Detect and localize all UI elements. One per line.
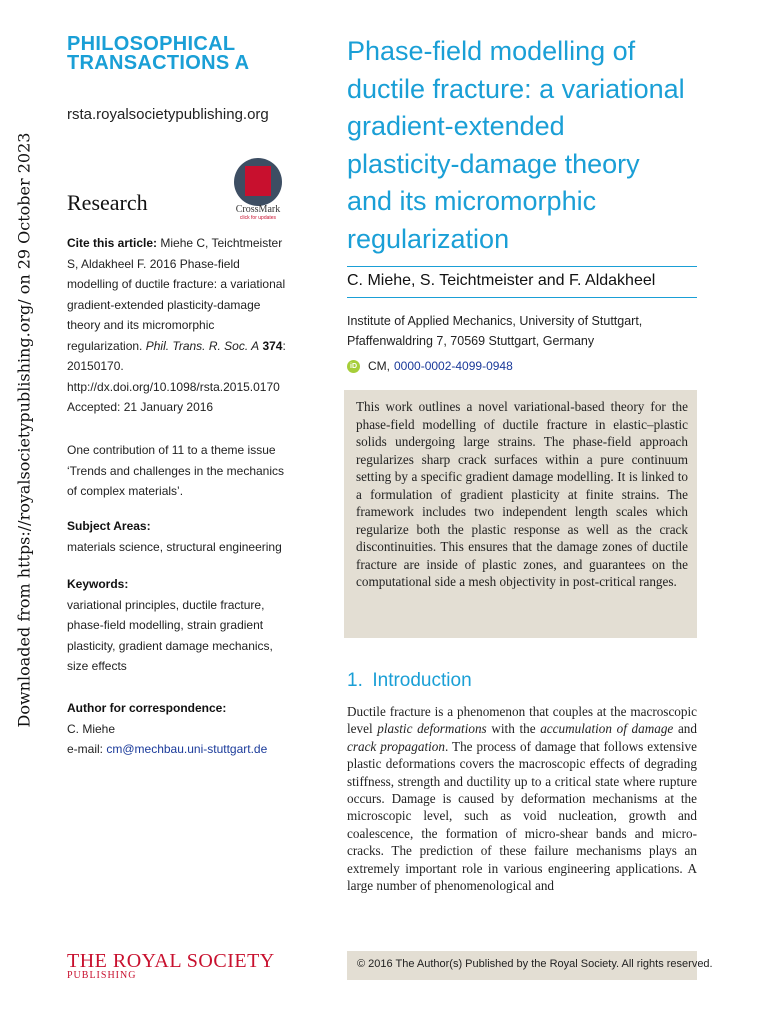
section-heading: 1. Introduction bbox=[347, 670, 472, 691]
subject-text: materials science, structural engineering bbox=[67, 539, 282, 554]
intro-emphasis: plastic deformations bbox=[377, 721, 487, 737]
journal-line2: TRANSACTIONS A bbox=[67, 52, 250, 74]
publisher-line2: PUBLISHING bbox=[67, 970, 137, 981]
intro-paragraph bbox=[347, 703, 697, 894]
title-line: and its micromorphic bbox=[347, 186, 597, 216]
affiliation-line1: Institute of Applied Mechanics, University of Stuttgart, bbox=[347, 314, 643, 328]
abstract-box bbox=[344, 390, 697, 638]
divider bbox=[347, 266, 697, 267]
download-note: Downloaded from https://royalsocietypublishing.org/ on 29 October 2023 bbox=[14, 132, 34, 728]
title-line: gradient-extended bbox=[347, 111, 565, 141]
cite-volume: 374 bbox=[262, 338, 283, 353]
intro-emphasis: crack propagation bbox=[347, 738, 445, 754]
author-label: Author for correspondence: bbox=[67, 701, 227, 715]
title-line: ductile fracture: a variational bbox=[347, 73, 685, 104]
cite-block bbox=[67, 233, 287, 397]
orcid-link[interactable]: 0000-0002-4099-0948 bbox=[394, 359, 513, 373]
section-label: Research bbox=[67, 190, 148, 215]
journal-line1: PHILOSOPHICAL bbox=[67, 33, 236, 55]
orcid-icon: iD bbox=[347, 360, 360, 373]
orcid-row bbox=[347, 359, 513, 373]
article-title bbox=[347, 33, 747, 258]
title-line: Phase-field modelling of bbox=[347, 36, 636, 66]
copyright-text: © 2016 The Author(s) Published by the Royal Society. All rights reserved. bbox=[357, 958, 713, 970]
contribution-note: One contribution of 11 to a theme issue ‘Trends and challenges in the mechanics of complex materials’. bbox=[67, 443, 285, 498]
subject-label: Subject Areas: bbox=[67, 519, 151, 533]
affiliation-line2: Pfaffenwaldring 7, 70569 Stuttgart, Germany bbox=[347, 334, 595, 348]
accepted-date: Accepted: 21 January 2016 bbox=[67, 400, 214, 414]
crossmark-sub: click for updates bbox=[239, 215, 277, 221]
cite-journal: Phil. Trans. R. Soc. A bbox=[145, 338, 260, 353]
title-line: regularization bbox=[347, 223, 510, 254]
cite-text: Miehe C, Teichtmeister S, Aldakheel F. 2016 Phase-field modelling of ductile fracture: a variational gradient-extended plasticity-damage theory and its micromorphic regularization. bbox=[67, 236, 286, 353]
journal-logo bbox=[67, 35, 249, 73]
subject-areas bbox=[67, 516, 287, 557]
crossmark-ribbon-icon bbox=[245, 166, 271, 196]
keywords bbox=[67, 574, 287, 677]
copyright-box bbox=[347, 951, 713, 980]
author-name: C. Miehe bbox=[67, 721, 116, 736]
crossmark-badge[interactable] bbox=[226, 158, 298, 220]
abstract-text: This work outlines a novel variational-based theory for the phase-field modelling of ductile fracture in elastic–plastic solids undergoing large strains. The phase-field approach regularizes sharp crack surfaces within a pure continuum setting by a specific gradient damage modelling. It is linked to a formulation of gradient plasticity at finite strains. The framework includes two independent length scales which regularize both the plastic response as well as the crack discontinuities. This ensures that the damage zones of ductile fracture are inside of plastic zones, and guarantees on the computational side a mesh objectivity in post-critical ranges. bbox=[356, 399, 688, 589]
keywords-label: Keywords: bbox=[67, 577, 129, 591]
title-line: plasticity-damage theory bbox=[347, 148, 640, 179]
divider bbox=[347, 297, 697, 298]
orcid-name: CM, bbox=[368, 359, 390, 373]
email-label: e-mail: bbox=[67, 742, 107, 756]
journal-site[interactable]: rsta.royalsocietypublishing.org bbox=[67, 106, 269, 123]
intro-emphasis: accumulation of damage bbox=[540, 721, 674, 737]
intro-text: with the bbox=[486, 721, 541, 737]
keywords-text: variational principles, ductile fracture, phase-field modelling, strain gradient plasticity, gradient damage mechanics, size effects bbox=[67, 597, 273, 673]
author-list: C. Miehe, S. Teichtmeister and F. Aldakheel bbox=[347, 272, 656, 289]
author-correspondence bbox=[67, 698, 287, 760]
crossmark-label: CrossMark bbox=[235, 204, 281, 215]
email-link[interactable]: cm@mechbau.uni-stuttgart.de bbox=[106, 742, 268, 756]
download-watermark bbox=[4, 90, 44, 770]
royal-society-logo bbox=[67, 950, 275, 981]
cite-doi[interactable]: http://dx.doi.org/10.1098/rsta.2015.0170 bbox=[67, 379, 280, 394]
intro-text: . The process of damage that follows extensive plastic deformations covers the macroscopic effects of degrading stiffness, strength and ductility up to a critical state where rupture occurs. Damage is caused by deformation mechanisms at the microscopic level, such as void nucleation, growth and coalescence, the formation of micro-shear bands and micro-cracks. The prediction of these failure mechanisms plays an extremely important role in various engineering applications. A large number of phenomenological and bbox=[347, 738, 697, 894]
cite-label: Cite this article: bbox=[67, 236, 158, 250]
cite-rest: : 20150170. bbox=[67, 338, 286, 373]
affiliation bbox=[347, 311, 642, 351]
publisher-line1: THE ROYAL SOCIETY bbox=[67, 950, 275, 972]
intro-text: and bbox=[673, 721, 697, 737]
intro-text: Ductile fracture is a phenomenon that couples at the macroscopic level bbox=[347, 704, 697, 737]
